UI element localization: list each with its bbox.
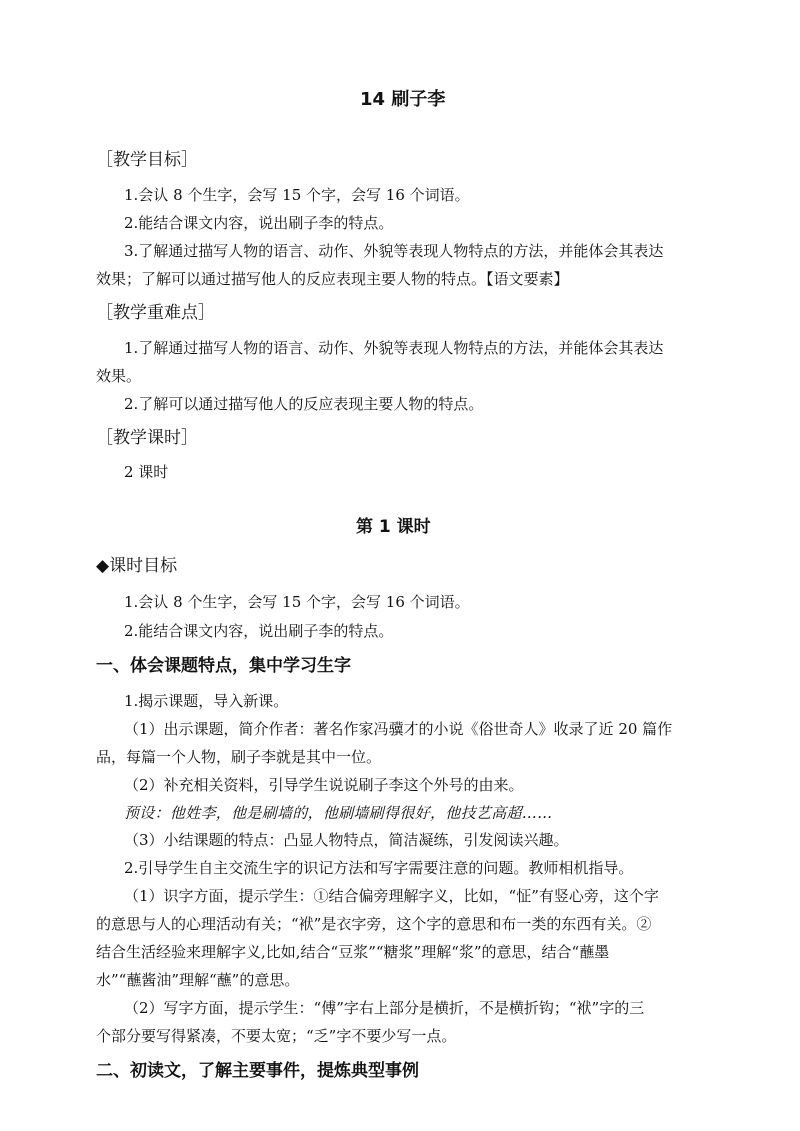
objective-line: 3.了解通过描写人物的语言、动作、外貌等表现人物特点的方法，并能体会其表达 [124, 242, 664, 260]
body-line: 2.引导学生自主交流生字的识记方法和写字需要注意的问题。教师相机指导。 [124, 859, 634, 877]
objective-line: 1.会认 8 个生字，会写 15 个字，会写 16 个词语。 [124, 186, 470, 204]
part-two-heading: 二、初读文，了解主要事件，提炼典型事例 [96, 1061, 419, 1081]
section-heading-periods: ［教学课时］ [96, 428, 198, 448]
body-line: （3）小结课题的特点：凸显人物特点，简洁凝练，引发阅读兴趣。 [124, 831, 569, 849]
body-line: （2）补充相关资料，引导学生说说刷子李这个外号的由来。 [124, 776, 524, 794]
body-line: 1.揭示课题，导入新课。 [124, 692, 289, 710]
lesson-goal-heading: ◆课时目标 [96, 556, 178, 576]
lesson-title: 第 1 课时 [356, 517, 431, 537]
body-line: （1）出示课题，简介作者：著名作家冯骥才的小说《俗世奇人》收录了近 20 篇作 [124, 720, 673, 738]
section-heading-key-points: ［教学重难点］ [96, 303, 215, 323]
objective-line: 2.能结合课文内容，说出刷子李的特点。 [124, 214, 394, 232]
section-heading-objectives: ［教学目标］ [96, 150, 198, 170]
objective-line: 效果；了解可以通过描写他人的反应表现主要人物的特点。【语文要素】 [96, 270, 569, 288]
part-one-heading: 一、体会课题特点，集中学习生字 [96, 656, 351, 676]
body-line: （1）识字方面，提示学生：①结合偏旁理解字义，比如，“怔”有竖心旁，这个字 [124, 887, 659, 905]
body-line: 个部分要写得紧凑，不要太宽；“乏”字不要少写一点。 [96, 1027, 457, 1045]
body-line: 品，每篇一个人物，刷子李就是其中一位。 [96, 748, 382, 766]
key-point-line: 1.了解通过描写人物的语言、动作、外貌等表现人物特点的方法，并能体会其表达 [124, 339, 664, 357]
period-count: 2 课时 [124, 463, 169, 481]
page-title: 14 刷子李 [360, 89, 446, 110]
body-line: 水”“蘸酱油”理解“蘸”的意思。 [96, 971, 300, 989]
body-line: 的意思与人的心理活动有关；“袱”是衣字旁，这个字的意思和布一类的东西有关。② [96, 915, 652, 933]
key-point-line: 2.了解可以通过描写他人的反应表现主要人物的特点。 [124, 395, 484, 413]
lesson-goal-line: 2.能结合课文内容，说出刷子李的特点。 [124, 622, 394, 640]
preset-answer-line: 预设：他姓李，他是刷墙的，他刷墙刷得很好，他技艺高超…… [124, 804, 553, 822]
key-point-line: 效果。 [96, 367, 142, 385]
body-line: （2）写字方面，提示学生：“傅”字右上部分是横折，不是横折钩；“袱”字的三 [124, 999, 645, 1017]
lesson-goal-line: 1.会认 8 个生字，会写 15 个字，会写 16 个词语。 [124, 593, 470, 611]
body-line: 结合生活经验来理解字义,比如,结合“豆浆”“糖浆”理解“浆”的意思，结合“蘸墨 [96, 943, 610, 961]
